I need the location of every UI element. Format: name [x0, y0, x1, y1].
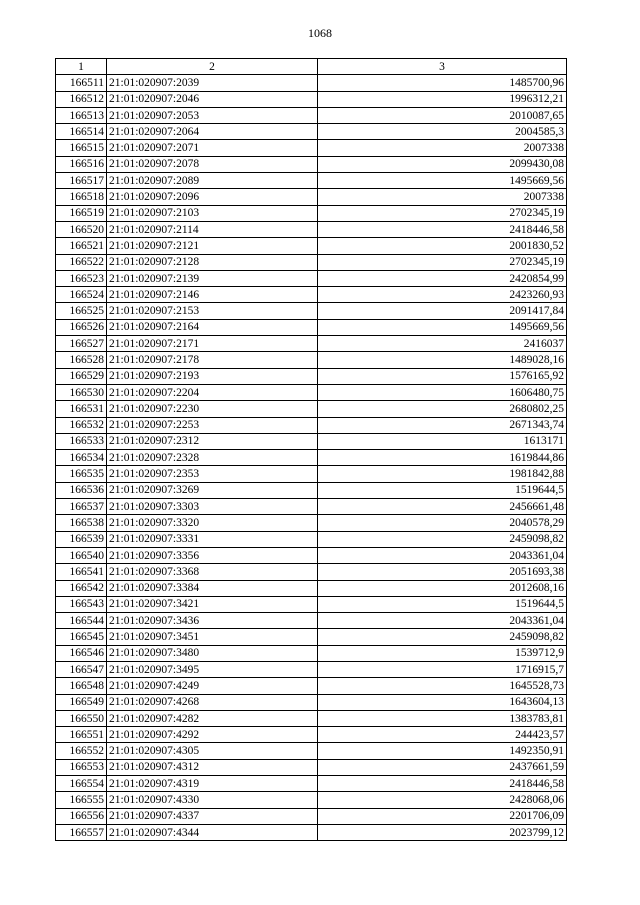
table-row — [56, 384, 567, 400]
value-cell: 2680802,25 — [318, 401, 567, 417]
value-cell: 2428068,06 — [318, 792, 567, 808]
row-number-cell: 166514 — [56, 124, 107, 140]
row-number-cell: 166524 — [56, 287, 107, 303]
table-row — [56, 270, 567, 286]
row-number-cell: 166530 — [56, 384, 107, 400]
cadastral-number-cell: 21:01:020907:2164 — [107, 319, 318, 335]
value-cell: 2201706,09 — [318, 808, 567, 824]
table-body — [56, 75, 567, 841]
row-number-cell: 166546 — [56, 645, 107, 661]
value-cell: 2702345,19 — [318, 205, 567, 221]
cadastral-number-cell: 21:01:020907:2071 — [107, 140, 318, 156]
cadastral-number-cell: 21:01:020907:3451 — [107, 629, 318, 645]
value-cell: 2671343,74 — [318, 417, 567, 433]
value-cell: 1492350,91 — [318, 743, 567, 759]
value-cell: 2023799,12 — [318, 824, 567, 840]
value-cell: 1383783,81 — [318, 710, 567, 726]
table-row — [56, 678, 567, 694]
row-number-cell: 166547 — [56, 661, 107, 677]
value-cell: 2051693,38 — [318, 564, 567, 580]
cadastral-number-cell: 21:01:020907:2153 — [107, 303, 318, 319]
value-cell: 2004585,3 — [318, 124, 567, 140]
cadastral-number-cell: 21:01:020907:2103 — [107, 205, 318, 221]
value-cell: 1519644,5 — [318, 482, 567, 498]
table-row — [56, 124, 567, 140]
row-number-cell: 166511 — [56, 75, 107, 91]
table-row — [56, 173, 567, 189]
row-number-cell: 166539 — [56, 531, 107, 547]
row-number-cell: 166552 — [56, 743, 107, 759]
row-number-cell: 166512 — [56, 91, 107, 107]
value-cell: 1619844,86 — [318, 450, 567, 466]
table-row — [56, 336, 567, 352]
cadastral-number-cell: 21:01:020907:2128 — [107, 254, 318, 270]
value-cell: 2043361,04 — [318, 547, 567, 563]
table-row — [56, 433, 567, 449]
row-number-cell: 166550 — [56, 710, 107, 726]
cadastral-number-cell: 21:01:020907:3436 — [107, 613, 318, 629]
row-number-cell: 166529 — [56, 368, 107, 384]
value-cell: 2418446,58 — [318, 221, 567, 237]
row-number-cell: 166513 — [56, 107, 107, 123]
value-cell: 2702345,19 — [318, 254, 567, 270]
table-row — [56, 792, 567, 808]
cadastral-number-cell: 21:01:020907:4312 — [107, 759, 318, 775]
row-number-cell: 166519 — [56, 205, 107, 221]
cadastral-number-cell: 21:01:020907:4249 — [107, 678, 318, 694]
table-row — [56, 645, 567, 661]
cadastral-number-cell: 21:01:020907:3269 — [107, 482, 318, 498]
table-row — [56, 352, 567, 368]
cadastral-number-cell: 21:01:020907:2204 — [107, 384, 318, 400]
table-row — [56, 303, 567, 319]
row-number-cell: 166528 — [56, 352, 107, 368]
table-row — [56, 743, 567, 759]
value-cell: 2007338 — [318, 140, 567, 156]
value-cell: 1981842,88 — [318, 466, 567, 482]
table-row — [56, 91, 567, 107]
row-number-cell: 166553 — [56, 759, 107, 775]
value-cell: 1716915,7 — [318, 661, 567, 677]
column-header-3: 3 — [318, 59, 567, 75]
cadastral-number-cell: 21:01:020907:2328 — [107, 450, 318, 466]
cadastral-number-cell: 21:01:020907:3331 — [107, 531, 318, 547]
table-row — [56, 401, 567, 417]
table-row — [56, 319, 567, 335]
cadastral-number-cell: 21:01:020907:4282 — [107, 710, 318, 726]
cadastral-number-cell: 21:01:020907:2193 — [107, 368, 318, 384]
row-number-cell: 166535 — [56, 466, 107, 482]
cadastral-number-cell: 21:01:020907:4319 — [107, 776, 318, 792]
column-header-1: 1 — [56, 59, 107, 75]
cadastral-number-cell: 21:01:020907:4344 — [107, 824, 318, 840]
value-cell: 2007338 — [318, 189, 567, 205]
cadastral-number-cell: 21:01:020907:2353 — [107, 466, 318, 482]
value-cell: 2459098,82 — [318, 629, 567, 645]
row-number-cell: 166557 — [56, 824, 107, 840]
table-header-row — [56, 59, 567, 75]
value-cell: 2437661,59 — [318, 759, 567, 775]
value-cell: 2420854,99 — [318, 270, 567, 286]
row-number-cell: 166515 — [56, 140, 107, 156]
table-row — [56, 221, 567, 237]
table-row — [56, 482, 567, 498]
table-row — [56, 466, 567, 482]
table-row — [56, 531, 567, 547]
row-number-cell: 166534 — [56, 450, 107, 466]
row-number-cell: 166555 — [56, 792, 107, 808]
cadastral-number-cell: 21:01:020907:3480 — [107, 645, 318, 661]
value-cell: 2040578,29 — [318, 515, 567, 531]
row-number-cell: 166526 — [56, 319, 107, 335]
cadastral-number-cell: 21:01:020907:2139 — [107, 270, 318, 286]
row-number-cell: 166532 — [56, 417, 107, 433]
cadastral-number-cell: 21:01:020907:2121 — [107, 238, 318, 254]
value-cell: 1643604,13 — [318, 694, 567, 710]
row-number-cell: 166543 — [56, 596, 107, 612]
value-cell: 1485700,96 — [318, 75, 567, 91]
table-row — [56, 515, 567, 531]
cadastral-number-cell: 21:01:020907:4305 — [107, 743, 318, 759]
row-number-cell: 166548 — [56, 678, 107, 694]
row-number-cell: 166522 — [56, 254, 107, 270]
table-row — [56, 661, 567, 677]
value-cell: 2456661,48 — [318, 499, 567, 515]
row-number-cell: 166518 — [56, 189, 107, 205]
value-cell: 2043361,04 — [318, 613, 567, 629]
value-cell: 1576165,92 — [318, 368, 567, 384]
cadastral-number-cell: 21:01:020907:3368 — [107, 564, 318, 580]
cadastral-number-cell: 21:01:020907:3356 — [107, 547, 318, 563]
cadastral-number-cell: 21:01:020907:2312 — [107, 433, 318, 449]
cadastral-number-cell: 21:01:020907:2146 — [107, 287, 318, 303]
cadastral-number-cell: 21:01:020907:3495 — [107, 661, 318, 677]
cadastral-number-cell: 21:01:020907:2064 — [107, 124, 318, 140]
table-row — [56, 368, 567, 384]
row-number-cell: 166521 — [56, 238, 107, 254]
value-cell: 1996312,21 — [318, 91, 567, 107]
value-cell: 1495669,56 — [318, 173, 567, 189]
row-number-cell: 166556 — [56, 808, 107, 824]
row-number-cell: 166554 — [56, 776, 107, 792]
table-row — [56, 75, 567, 91]
table-row — [56, 417, 567, 433]
table-row — [56, 694, 567, 710]
cadastral-number-cell: 21:01:020907:2039 — [107, 75, 318, 91]
row-number-cell: 166541 — [56, 564, 107, 580]
cadastral-number-cell: 21:01:020907:3384 — [107, 580, 318, 596]
row-number-cell: 166544 — [56, 613, 107, 629]
cadastral-number-cell: 21:01:020907:2046 — [107, 91, 318, 107]
table-row — [56, 727, 567, 743]
value-cell: 2012608,16 — [318, 580, 567, 596]
table-row — [56, 808, 567, 824]
cadastral-number-cell: 21:01:020907:3320 — [107, 515, 318, 531]
table-row — [56, 254, 567, 270]
cadastral-number-cell: 21:01:020907:4330 — [107, 792, 318, 808]
cadastral-number-cell: 21:01:020907:4337 — [107, 808, 318, 824]
table-row — [56, 613, 567, 629]
row-number-cell: 166527 — [56, 336, 107, 352]
value-cell: 1519644,5 — [318, 596, 567, 612]
value-cell: 2091417,84 — [318, 303, 567, 319]
table-row — [56, 450, 567, 466]
table-row — [56, 629, 567, 645]
cadastral-number-cell: 21:01:020907:2178 — [107, 352, 318, 368]
value-cell: 2423260,93 — [318, 287, 567, 303]
cadastral-number-cell: 21:01:020907:2230 — [107, 401, 318, 417]
cadastral-number-cell: 21:01:020907:2053 — [107, 107, 318, 123]
value-cell: 1489028,16 — [318, 352, 567, 368]
table-row — [56, 499, 567, 515]
table-row — [56, 824, 567, 840]
page-number: 1068 — [308, 26, 332, 40]
row-number-cell: 166520 — [56, 221, 107, 237]
value-cell: 1645528,73 — [318, 678, 567, 694]
value-cell: 1539712,9 — [318, 645, 567, 661]
cadastral-number-cell: 21:01:020907:2114 — [107, 221, 318, 237]
value-cell: 2010087,65 — [318, 107, 567, 123]
value-cell: 2418446,58 — [318, 776, 567, 792]
row-number-cell: 166542 — [56, 580, 107, 596]
cadastral-number-cell: 21:01:020907:2171 — [107, 336, 318, 352]
row-number-cell: 166525 — [56, 303, 107, 319]
row-number-cell: 166531 — [56, 401, 107, 417]
data-table — [55, 58, 567, 841]
row-number-cell: 166549 — [56, 694, 107, 710]
table-row — [56, 547, 567, 563]
table-row — [56, 140, 567, 156]
table-row — [56, 287, 567, 303]
cadastral-number-cell: 21:01:020907:3303 — [107, 499, 318, 515]
table-row — [56, 776, 567, 792]
row-number-cell: 166516 — [56, 156, 107, 172]
cadastral-number-cell: 21:01:020907:3421 — [107, 596, 318, 612]
cadastral-number-cell: 21:01:020907:2253 — [107, 417, 318, 433]
value-cell: 2099430,08 — [318, 156, 567, 172]
value-cell: 2459098,82 — [318, 531, 567, 547]
column-header-2: 2 — [107, 59, 318, 75]
table-row — [56, 710, 567, 726]
row-number-cell: 166537 — [56, 499, 107, 515]
table-row — [56, 205, 567, 221]
row-number-cell: 166545 — [56, 629, 107, 645]
value-cell: 244423,57 — [318, 727, 567, 743]
cadastral-number-cell: 21:01:020907:2089 — [107, 173, 318, 189]
row-number-cell: 166540 — [56, 547, 107, 563]
cadastral-number-cell: 21:01:020907:4292 — [107, 727, 318, 743]
row-number-cell: 166517 — [56, 173, 107, 189]
value-cell: 2001830,52 — [318, 238, 567, 254]
value-cell: 1606480,75 — [318, 384, 567, 400]
table-row — [56, 107, 567, 123]
table-row — [56, 238, 567, 254]
cadastral-number-cell: 21:01:020907:2096 — [107, 189, 318, 205]
cadastral-number-cell: 21:01:020907:2078 — [107, 156, 318, 172]
row-number-cell: 166538 — [56, 515, 107, 531]
value-cell: 2416037 — [318, 336, 567, 352]
table-row — [56, 564, 567, 580]
table-row — [56, 596, 567, 612]
table-row — [56, 156, 567, 172]
value-cell: 1613171 — [318, 433, 567, 449]
table-row — [56, 580, 567, 596]
value-cell: 1495669,56 — [318, 319, 567, 335]
row-number-cell: 166551 — [56, 727, 107, 743]
cadastral-number-cell: 21:01:020907:4268 — [107, 694, 318, 710]
row-number-cell: 166536 — [56, 482, 107, 498]
table-row — [56, 189, 567, 205]
table-row — [56, 759, 567, 775]
row-number-cell: 166533 — [56, 433, 107, 449]
row-number-cell: 166523 — [56, 270, 107, 286]
